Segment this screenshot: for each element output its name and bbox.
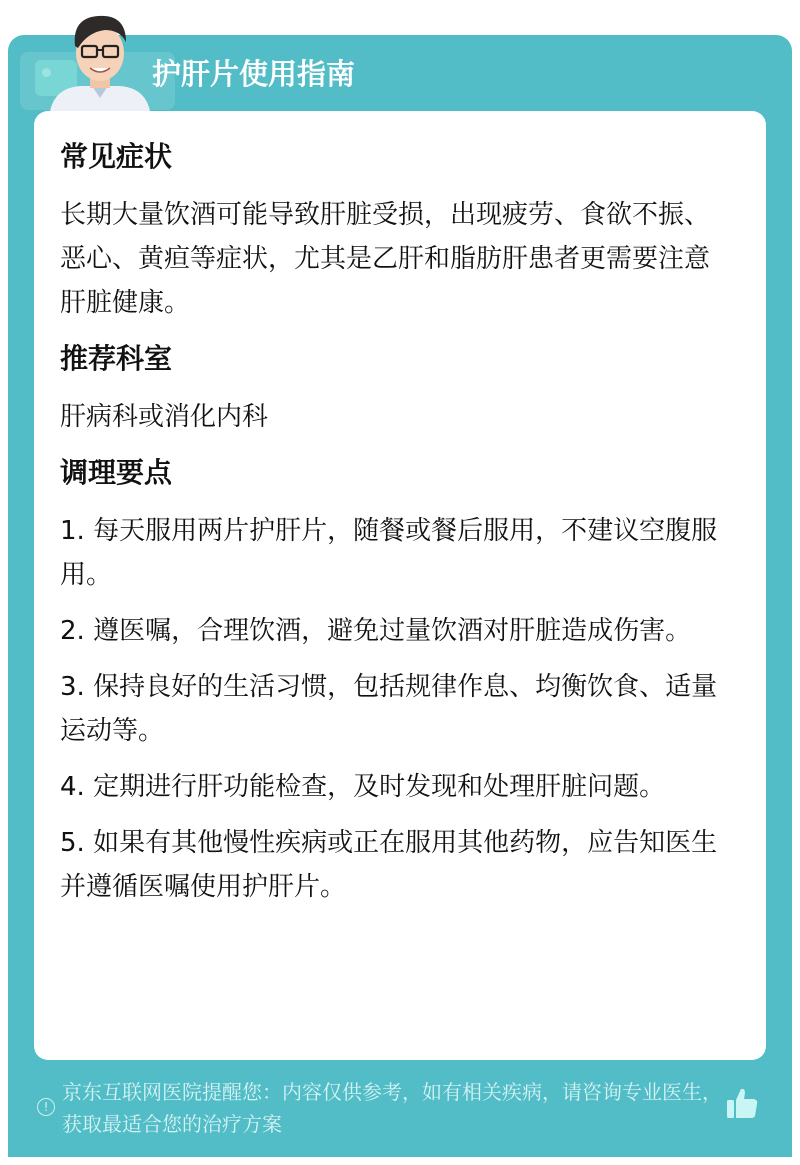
tip-item: 1. 每天服用两片护肝片，随餐或餐后服用，不建议空腹服用。 <box>60 516 718 590</box>
section-heading: 常见症状 <box>60 140 173 173</box>
page-title: 护肝片使用指南 <box>152 57 356 91</box>
thumbs-up-icon[interactable] <box>725 1086 759 1120</box>
tip-item: 4. 定期进行肝功能检查，及时发现和处理肝脏问题。 <box>60 772 666 802</box>
section-department <box>60 337 728 439</box>
tip-item: 2. 遵医嘱，合理饮酒，避免过量饮酒对肝脏造成伤害。 <box>60 616 692 646</box>
doctor-avatar <box>50 8 150 111</box>
section-text: 长期大量饮酒可能导致肝脏受损，出现疲劳、食欲不振、恶心、黄疸等症状，尤其是乙肝和脂肪肝患者更需要注意肝脏健康。 <box>60 200 711 318</box>
section-symptoms <box>60 135 728 325</box>
info-icon: ! <box>37 1098 55 1116</box>
disclaimer-text: 京东互联网医院提醒您：内容仅供参考，如有相关疾病，请咨询专业医生，获取最适合您的治疗方案 <box>62 1080 722 1136</box>
tip-item: 3. 保持良好的生活习惯，包括规律作息、均衡饮食、适量运动等。 <box>60 672 718 746</box>
content-card <box>34 111 766 1060</box>
section-text: 肝病科或消化内科 <box>60 402 269 432</box>
section-tips <box>60 451 728 909</box>
tip-item: 5. 如果有其他慢性疾病或正在服用其他药物，应告知医生并遵循医嘱使用护肝片。 <box>60 828 718 902</box>
section-heading: 推荐科室 <box>60 342 173 375</box>
section-heading: 调理要点 <box>60 456 173 489</box>
